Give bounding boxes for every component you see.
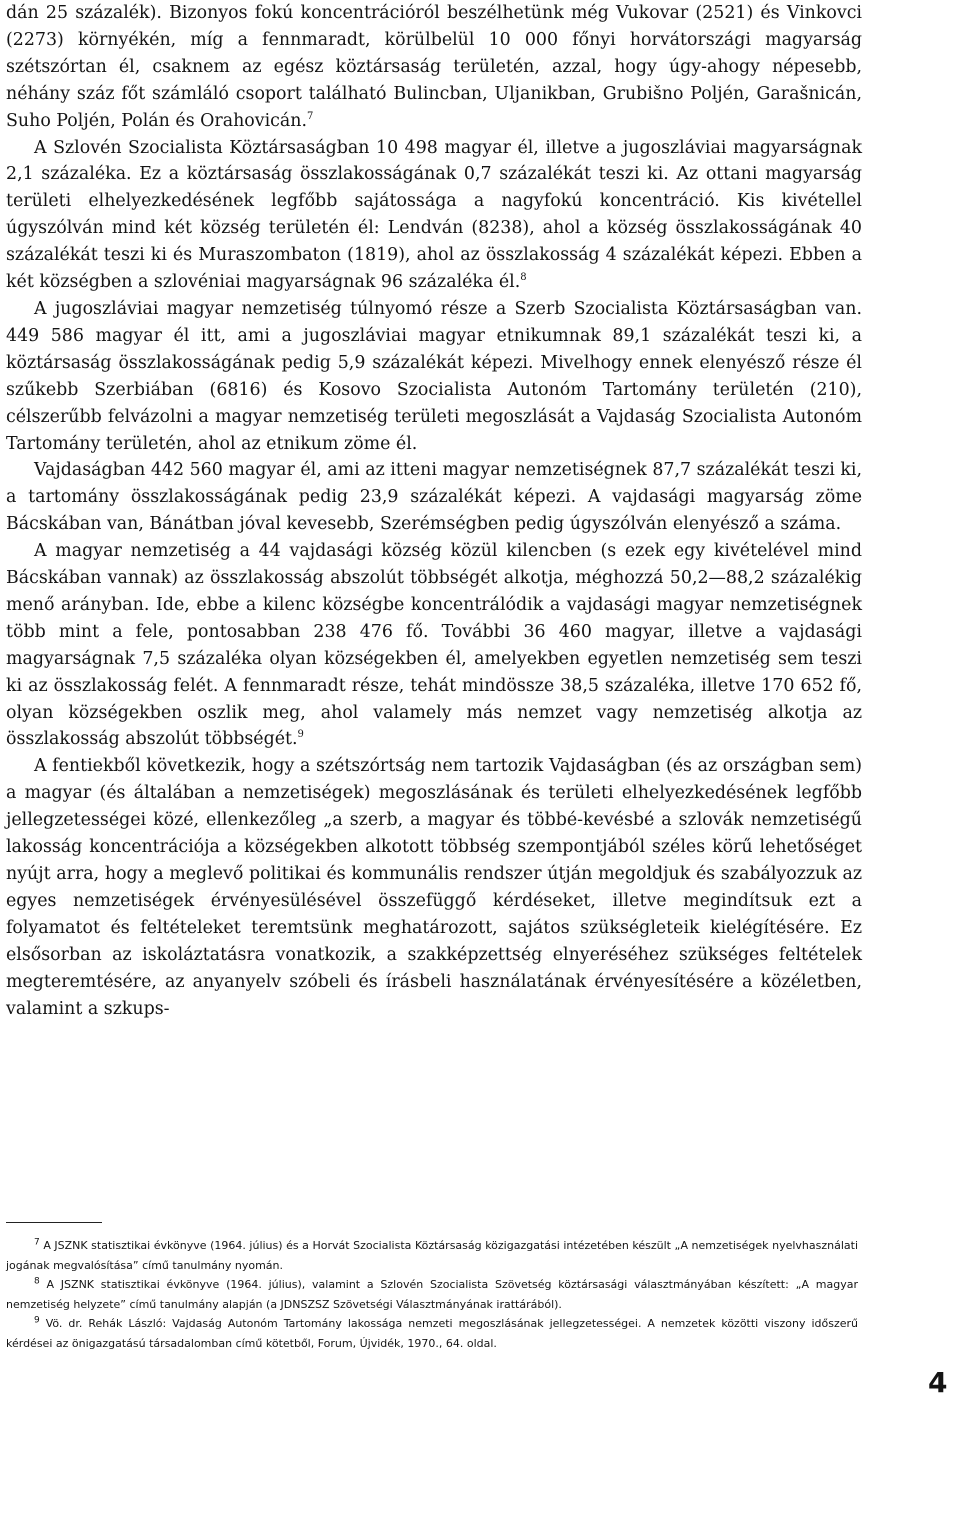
paragraph-3 [6, 296, 862, 457]
paragraph-text: A Szlovén Szocialista Köztársaságban 10 498 magyar él, illetve a jugoszláviai magyarságnak 2,1 százaléka. Ez a köztársaság összlakosságának 0,7 százalékát teszi ki. Az ottani magyarság területi elhelyezkedésének legfőbb sajátossága a nagyfokú koncentráció. Kis kivétellel úgyszólván mind két község területén él: Lendván (8238), ahol a község összlakosságának 40 százalékát teszi ki és Muraszombaton (1819), ahol az összlakosság 4 százalékát képezi. Ebben a két községben a szlovéniai magyarságnak 96 százaléka él. [6, 137, 862, 293]
footnote-7 [6, 1236, 858, 1275]
footnote-8 [6, 1275, 858, 1314]
article-body [6, 0, 862, 1022]
footnote-text: Vö. dr. Rehák László: Vajdaság Autonóm Tartomány lakossága nemzeti megoszlásának jellegzetességei. A nemzetek közötti viszony időszerű kérdései az önigazgatású társadalomban című kötetből, Forum, Újvidék, 1970., 64. oldal. [6, 1317, 859, 1350]
paragraph-4 [6, 457, 862, 538]
footnote-ref[interactable]: 8 [520, 272, 527, 284]
footnote-mark: 7 [34, 1237, 40, 1248]
footnote-mark: 8 [34, 1276, 40, 1287]
paragraph-2 [6, 135, 862, 296]
paragraph-text: A magyar nemzetiség a 44 vajdasági község közül kilencben (s ezek egy kivételével mind Bácskában vannak) az összlakosság abszolút többségét alkotja, méghozzá 50,2—88,2 százalékig menő arányban. Ide, ebbe a kilenc községbe koncentrálódik a vajdasági magyar nemzetiségnek több mint a fele, pontosabban 238 476 fő. További 36 460 magyar, illetve a vajdasági magyarságnak 7,5 százaléka olyan községekben él, amelyekben egyetlen nemzetiség sem teszi ki az összlakosság felét. A fennmaradt része, tehát mindössze 38,5 százaléka, illetve 170 652 fő, olyan községekben oszlik meg, ahol valamely más nemzet vagy nemzetiség alkotja az összlakosság abszolút többségét. [6, 541, 862, 750]
footnotes [6, 1236, 858, 1354]
paragraph-6 [6, 753, 862, 1022]
footnote-text: A JSZNK statisztikai évkönyve (1964. július), valamint a Szlovén Szocialista Szövetség köztársasági választmányában készített: „A magyar nemzetiség helyzete” című tanulmány alapján (a JDNSZSZ Szövetségi Választmányának irattárából). [6, 1278, 858, 1311]
paragraph-1 [6, 0, 862, 135]
paragraph-5 [6, 538, 862, 753]
paragraph-text: Vajdaságban 442 560 magyar él, ami az itteni magyar nemzetiségnek 87,7 százalékát teszi ki, a tartomány összlakosságának pedig 23,9 százalékát képezi. A vajdasági magyarság zöme Bácskában van, Bánátban jóval kevesebb, Szerémségben pedig úgyszólván elenyésző a száma. [6, 460, 862, 535]
footnote-ref[interactable]: 9 [297, 729, 304, 741]
footnote-ref[interactable]: 7 [306, 110, 314, 122]
footnote-9 [6, 1314, 858, 1353]
footnote-divider [6, 1222, 102, 1223]
footnote-mark: 9 [34, 1315, 40, 1326]
paragraph-text: dán 25 százalék). Bizonyos fokú koncentrációról beszélhetünk még Vukovar (2521) és Vinkovci (2273) környékén, míg a fennmaradt, körülbelül 10 000 főnyi horvátországi magyarság szétszórtan él, csaknem az egész köztársaság területén, azzal, hogy úgy-ahogy népesebb, néhány száz főt számláló csoport található Bulincban, Uljanikban, Grubišno Poljén, Garašnicán, Suho Poljén, Polán és Orahovicán. [6, 3, 862, 131]
footnote-text: A JSZNK statisztikai évkönyve (1964. július) és a Horvát Szocialista Köztársaság közigazgatási intézetében készült „A nemzetiségek nyelvhasználati jogának megvalósítása” című tanulmány nyomán. [6, 1239, 859, 1272]
paragraph-text: A fentiekből következik, hogy a szétszórtság nem tartozik Vajdaságban (és az országban sem) a magyar (és általában a nemzetiségek) megoszlásának és területi elhelyezkedésének legfőbb jellegzetességei közé, ellenkezőleg „a szerb, a magyar és többé-kevésbé a szlovák nemzetiségű lakosság koncentrációja a községekben alkotott többség szempontjából széles körű lehetőséget nyújt arra, hogy a meglevő politikai és kommunális rendszer útján megoldjuk és szabályozzuk az egyes nemzetiségek érvényesülésével összefüggő kérdéseket, illetve megindítsuk ezt a folyamatot és feltételeket teremtsünk meghatározott, sajátos szükségleteik kielégítésére. Ez elsősorban az iskoláztatásra vonatkozik, a szakképzettség elnyeréséhez szükséges feltételek megteremtésére, az anyanyelv szóbeli és írásbeli használatának érvényesítésére a közéletben, valamint a szkups- [6, 756, 862, 1019]
paragraph-text: A jugoszláviai magyar nemzetiség túlnyomó része a Szerb Szocialista Köztársaságban van. 449 586 magyar él itt, ami a jugoszláviai magyar etnikumnak 89,1 százalékát teszi ki, a köztársaság összlakosságának pedig 5,9 százalékát képezi. Mivelhogy ennek elenyésző része él szűkebb Szerbiában (6816) és Kosovo Szocialista Autonóm Tartomány területén (210), célszerűbb felvázolni a magyar nemzetiség területi megoszlását a Vajdaság Szocialista Autonóm Tartomány területén, ahol az etnikum zöme él. [6, 298, 862, 454]
page-number: 4 [928, 1366, 948, 1399]
